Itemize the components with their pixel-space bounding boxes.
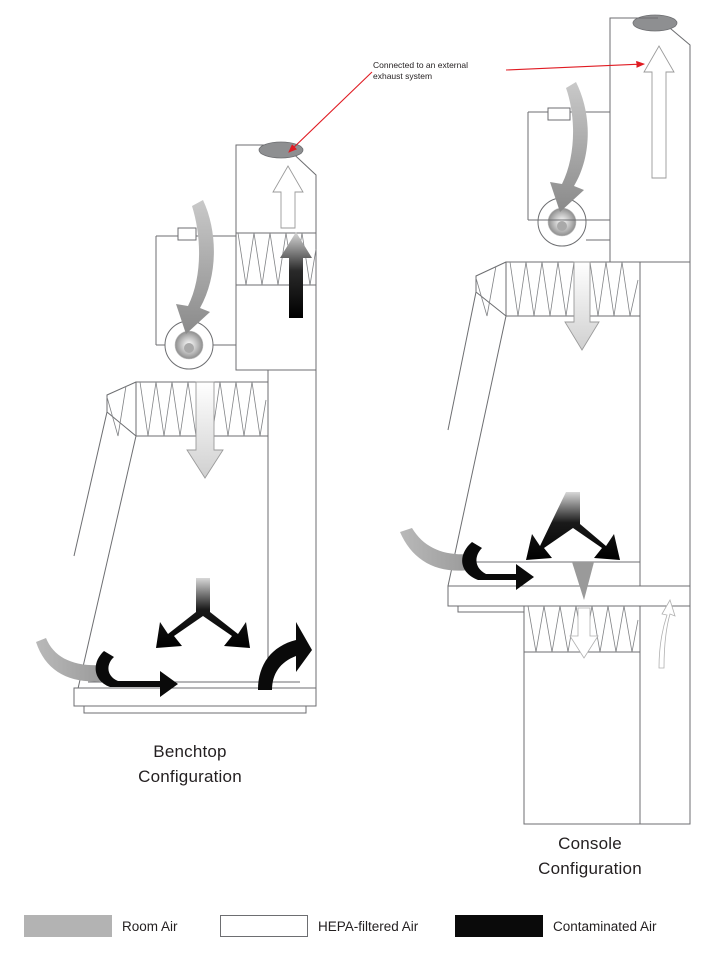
caption-console-line2: Configuration	[538, 858, 642, 878]
legend-swatch-hepa-filtered-air	[220, 915, 308, 937]
legend-item-room-air	[24, 915, 178, 937]
legend-swatch-contaminated-air	[455, 915, 543, 937]
legend-label-hepa-filtered-air: HEPA-filtered Air	[318, 918, 419, 934]
caption-benchtop	[60, 740, 320, 789]
exhaust-annotation-line2: exhaust system	[373, 71, 433, 82]
benchtop-cabinet	[74, 142, 316, 713]
legend-label-contaminated-air: Contaminated Air	[553, 918, 657, 934]
caption-console	[470, 832, 710, 881]
console-arrow-contaminated-split	[526, 492, 620, 560]
caption-benchtop-line2: Configuration	[138, 766, 242, 786]
legend-swatch-room-air	[24, 915, 112, 937]
caption-benchtop-line1: Benchtop	[153, 742, 227, 761]
arrow-contaminated-rear-riser	[258, 622, 312, 690]
exhaust-annotation-line1: Connected to an external	[373, 60, 468, 70]
legend-item-hepa-filtered-air	[220, 915, 418, 937]
console-arrow-contaminated-inflow-front	[462, 542, 534, 590]
caption-console-line1: Console	[558, 834, 622, 853]
arrow-room-air-inflow-left	[36, 638, 104, 681]
console-arrow-room-air-blower-intake	[550, 82, 588, 212]
arrow-contaminated-split	[156, 578, 250, 648]
legend	[0, 915, 727, 955]
legend-item-contaminated-air	[455, 915, 657, 937]
exhaust-annotation	[373, 60, 513, 83]
legend-label-room-air: Room Air	[122, 918, 178, 934]
arrow-room-air-blower-intake	[176, 200, 214, 334]
